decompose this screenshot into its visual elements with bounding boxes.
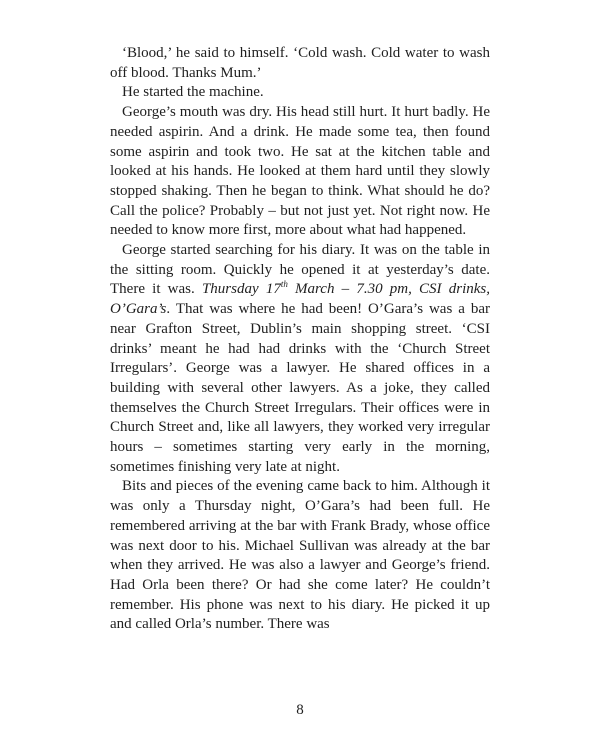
body-text xyxy=(110,44,490,635)
paragraph-4 xyxy=(110,241,490,477)
diary-entry-day: Thursday 17 xyxy=(201,281,281,298)
paragraph-3: George’s mouth was dry. His head still hurt. It hurt badly. He needed aspirin. And a drink. He made some tea, then found some aspirin and took two. He sat at the kitchen table and looked at his hands. He looked at them hard until they slowly stopped shaking. Then he began to think. What should he do? Call the police? Probably – but not just yet. Not right now. He needed to know more first, more about what had happened. xyxy=(110,104,490,239)
page-number: 8 xyxy=(296,702,304,718)
paragraph-2: He started the machine. xyxy=(122,84,264,101)
paragraph-1: ‘Blood,’ he said to himself. ‘Cold wash. Cold water to wash off blood. Thanks Mum.’ xyxy=(110,45,490,81)
paragraph-4-before: George started searching for his diary. It was on the table in the sitting room. Quickly he opened it at yesterday’s date. There it was. xyxy=(110,242,490,298)
paragraph-5: Bits and pieces of the evening came back to him. Although it was only a Thursday night, O’Gara’s had been full. He remembered arriving at the bar with Frank Brady, whose office was next door to his. Michael Sullivan was already at the bar when they arrived. He was also a lawyer and George’s friend. Had Orla been there? Or had she come later? He couldn’t remember. His phone was next to his diary. He picked it up and called Orla’s number. There was xyxy=(110,478,490,633)
diary-entry-ordinal: th xyxy=(280,279,288,290)
paragraph-4-after: . That was where he had been! O’Gara’s was a bar near Grafton Street, Dublin’s main shopping street. ‘CSI drinks’ meant he had had drinks with the ‘Church Street Irregulars’. George was a lawyer. He shared offices in a building with several other lawyers. As a joke, they called themselves the Church Street Irregulars. Their offices were in Church Street and, like all lawyers, they worked very irregular hours – sometimes starting very early in the morning, sometimes finishing very late at night. xyxy=(110,301,490,475)
diary-entry-rest: March – 7.30 pm, CSI drinks, O’Gara’s xyxy=(110,281,490,318)
